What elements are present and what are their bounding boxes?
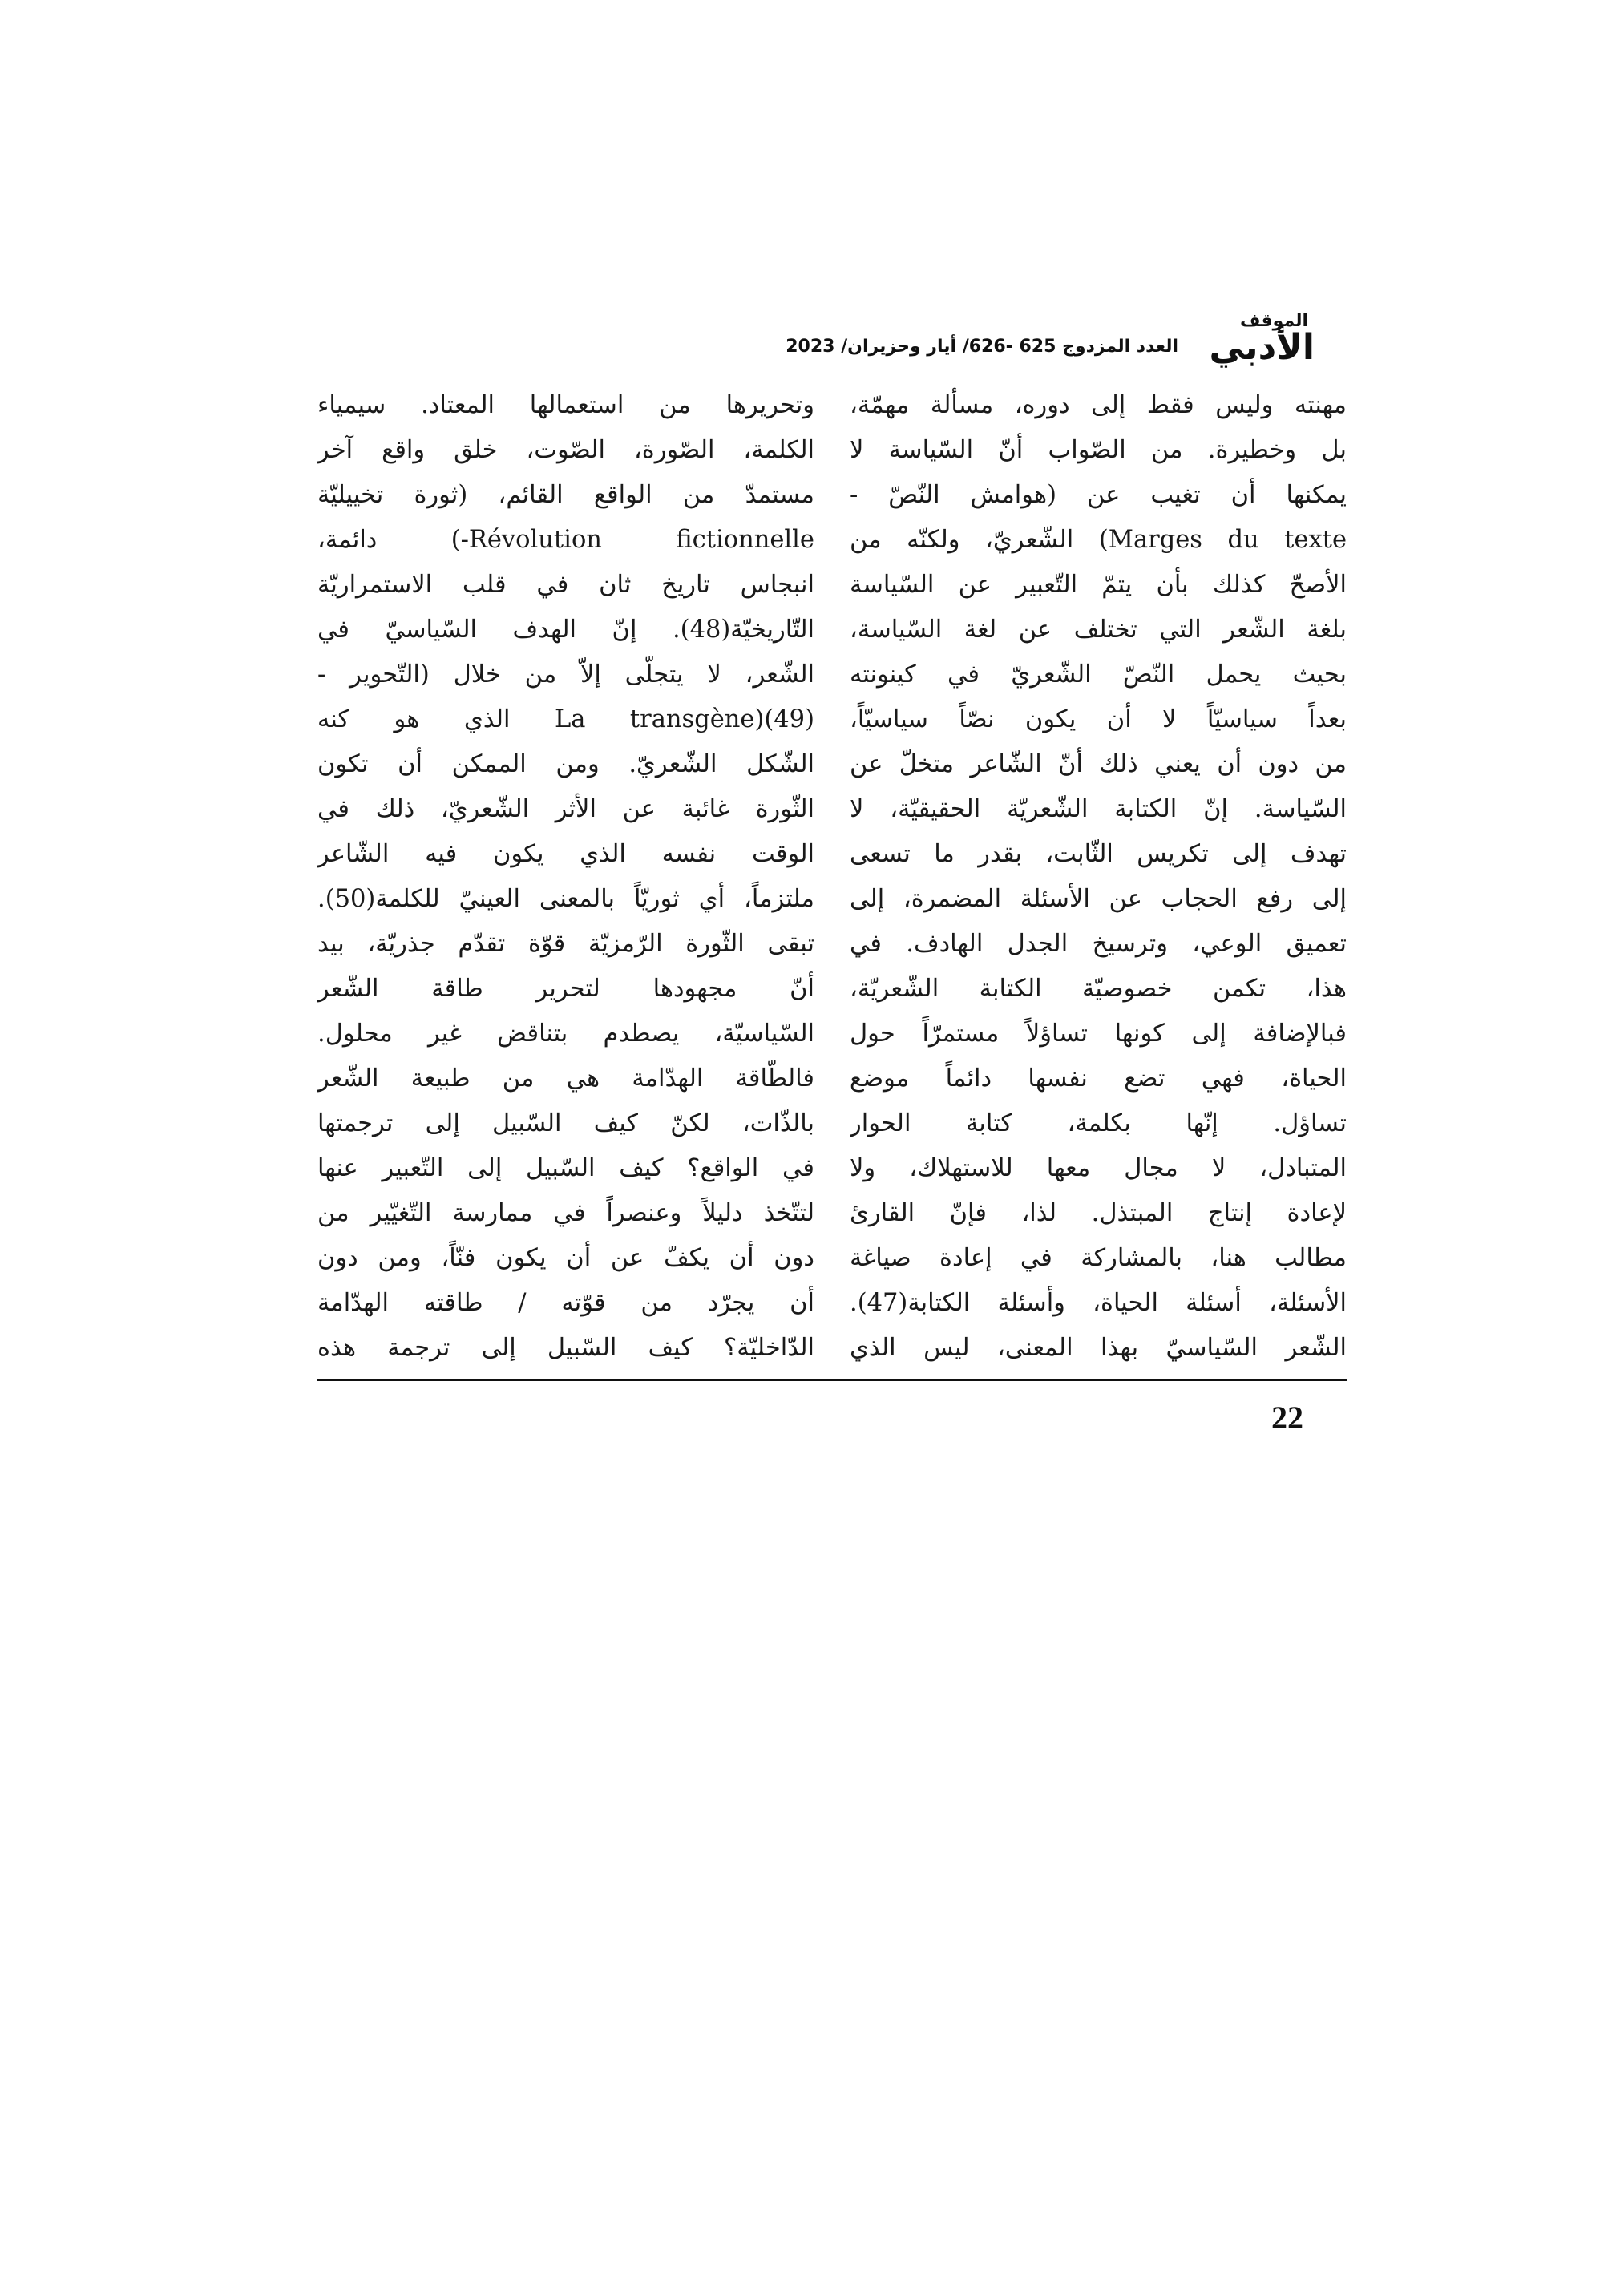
text-column-right [850, 383, 1347, 1371]
text-line: يمكنها أن تغيب عن (هوامش النّصّ - [850, 481, 1347, 509]
text-line: الشّكل الشّعريّ. ومن الممكن أن تكون [317, 750, 814, 778]
text-line: تهدف إلى تكريس الثّابت، بقدر ما تسعى [850, 840, 1347, 868]
text-line: تبقى الثّورة الرّمزيّة قوّة تقدّم جذريّة، بيد [317, 930, 814, 958]
text-column-left [317, 383, 814, 1371]
text-line: تعميق الوعي، وترسيخ الجدل الهادف. في [850, 930, 1347, 958]
text-line: أنّ مجهودها لتحرير طاقة الشّعر [317, 975, 814, 1003]
text-line: بالذّات، لكنّ كيف السّبيل إلى ترجمتها [317, 1109, 814, 1137]
running-header [786, 311, 1315, 369]
text-line: المتبادل، لا مجال معها للاستهلاك، ولا [850, 1154, 1347, 1182]
text-line: لتتّخذ دليلاً وعنصراً في ممارسة التّغيّير من [317, 1199, 814, 1227]
text-line: من دون أن يعني ذلك أنّ الشّاعر متخلّ عن [850, 750, 1347, 778]
text-line: فالطّاقة الهدّامة هي من طبيعة الشّعر [317, 1064, 814, 1093]
text-line: Marges du texte) الشّعريّ، ولكنّه من [850, 526, 1347, 554]
logo-top-text: الموقف [1240, 311, 1308, 331]
text-line: بعداً سياسيّاً لا أن يكون نصّاً سياسيّاً، [850, 705, 1347, 733]
text-line: مستمدّ من الواقع القائم، (ثورة تخييليّة [317, 481, 814, 509]
text-line: السّياسيّة، يصطدم بتناقض غير محلول. [317, 1020, 814, 1048]
logo-main-text: الأدبي [1209, 327, 1315, 368]
text-line: أن يجرّد من قوّته / طاقته الهدّامة [317, 1289, 814, 1317]
text-line: Révolution fictionnelle-) دائمة، [317, 526, 814, 554]
text-line: الحياة، فهي تضع نفسها دائماً موضع [850, 1064, 1347, 1093]
text-line: الدّاخليّة؟ كيف السّبيل إلى ترجمة هذه [317, 1334, 814, 1362]
text-line: إلى رفع الحجاب عن الأسئلة المضمرة، إلى [850, 885, 1347, 913]
text-line: ملتزماً، أي ثوريّاً بالمعنى العينيّ للكلمة(50). [317, 885, 814, 913]
text-line: الكلمة، الصّورة، الصّوت، خلق واقع آخر [317, 436, 814, 464]
text-line: انبجاس تاريخ ثان في قلب الاستمراريّة [317, 571, 814, 599]
text-line: بل وخطيرة. من الصّواب أنّ السّياسة لا [850, 436, 1347, 464]
text-line: الشّعر السّياسيّ بهذا المعنى، ليس الذي [850, 1334, 1347, 1362]
text-line: دون أن يكفّ عن أن يكون فنّاً، ومن دون [317, 1244, 814, 1272]
text-line: التّاريخيّة(48). إنّ الهدف السّياسيّ في [317, 616, 814, 644]
text-line: بلغة الشّعر التي تختلف عن لغة السّياسة، [850, 616, 1347, 644]
text-line: La transgène)(49) الذي هو كنه [317, 705, 814, 733]
text-line: بحيث يحمل النّصّ الشّعريّ في كينونته [850, 660, 1347, 689]
text-line: في الواقع؟ كيف السّبيل إلى التّعبير عنها [317, 1154, 814, 1182]
text-line: الأسئلة، أسئلة الحياة، وأسئلة الكتابة(47). [850, 1289, 1347, 1317]
text-line: مطالب هنا، بالمشاركة في إعادة صياغة [850, 1244, 1347, 1272]
text-line: الأصحّ كذلك بأن يتمّ التّعبير عن السّياسة [850, 571, 1347, 599]
text-line: لإعادة إنتاج المبتذل. لذا، فإنّ القارئ [850, 1199, 1347, 1227]
text-line: فبالإضافة إلى كونها تساؤلاً مستمرّاً حول [850, 1020, 1347, 1048]
text-line: الوقت نفسه الذي يكون فيه الشّاعر [317, 840, 814, 868]
text-line: الثّورة غائبة عن الأثر الشّعريّ، ذلك في [317, 795, 814, 823]
footer-rule [317, 1379, 1347, 1381]
text-line: الشّعر، لا يتجلّى إلاّ من خلال (التّحوير - [317, 660, 814, 689]
text-line: السّياسة. إنّ الكتابة الشّعريّة الحقيقيّة، لا [850, 795, 1347, 823]
text-line: تساؤل. إنّها بكلمة، كتابة الحوار [850, 1109, 1347, 1137]
text-line: وتحريرها من استعمالها المعتاد. سيمياء [317, 391, 814, 419]
page-number: 22 [1271, 1400, 1303, 1436]
magazine-logo [1194, 311, 1315, 369]
text-line: مهنته وليس فقط إلى دوره، مسألة مهمّة، [850, 391, 1347, 419]
text-line: هذا، تكمن خصوصيّة الكتابة الشّعريّة، [850, 975, 1347, 1003]
issue-label: العدد المزدوج 625 -626/ أيار وحزيران/ 2023 [786, 337, 1178, 357]
